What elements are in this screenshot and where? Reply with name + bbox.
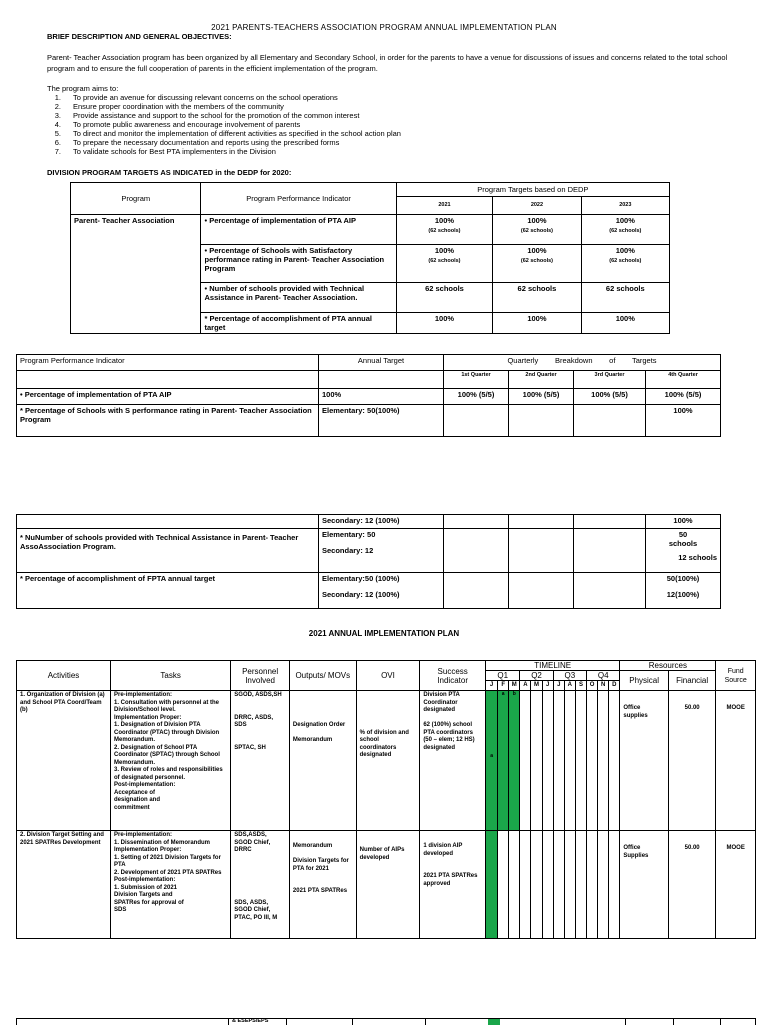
timeline-cell (609, 691, 620, 831)
timeline-cell (542, 691, 553, 831)
quarter-cell (574, 573, 646, 609)
quarter-cell (509, 405, 574, 437)
quarter-cell (509, 573, 574, 609)
quarter-cell: 100% (5/5) (574, 389, 646, 405)
quarter-cell (574, 405, 646, 437)
timeline-cell (498, 831, 509, 939)
col-indicator: Program Performance Indicator (201, 183, 396, 215)
aim-text: To direct and monitor the implementation of different activities as specified in the school action plan (73, 129, 401, 138)
col-financial: Financial (668, 671, 716, 691)
ovi-cell: % of division and school coordinators designated (356, 691, 420, 831)
timeline-cell (609, 831, 620, 939)
ovi-cell: Number of AIPs developed (356, 831, 420, 939)
aims-intro: The program aims to: (47, 84, 119, 93)
q3-header: Q3 (553, 671, 586, 681)
divider (16, 1019, 17, 1025)
divider (720, 1019, 721, 1025)
indicator-cell: * Percentage of Schools with S performance rating in Parent- Teacher Association Program (17, 405, 319, 437)
indicator-cell: * Percentage of accomplishment of FPTA annual target (17, 573, 319, 609)
aim-number: 4. (54, 120, 61, 129)
blank-cell (17, 371, 319, 389)
col-tasks: Tasks (111, 661, 231, 691)
target-cell (493, 215, 581, 245)
page-title: 2021 PARENTS-TEACHERS ASSOCIATION PROGRAM ANNUAL IMPLEMENTATION PLAN (211, 23, 557, 32)
timeline-cell (553, 691, 564, 831)
tasks-cell: Pre-implementation: 1. Consultation with personnel at the Division/School level. Implementation Proper: 1. Designation of Division PTA Coordinator (PTAC) through Division Memorandum. 2. Designation of School PTA Coordinator (SPTAC) through School Memorandum. 3. Review of roles and responsibilities of designated personnel. Post-implementation: Acceptance of designation and commitment (111, 691, 231, 831)
month-header: F (498, 681, 509, 691)
divider (755, 1019, 756, 1025)
aim-item (25, 111, 401, 120)
annual-value: Secondary: 12 (100%) (322, 590, 400, 599)
target-value: 100% (493, 313, 581, 334)
quarter-cell: 100% (5/5) (646, 389, 721, 405)
indicator-cell: • Percentage of implementation of PTA AIP (17, 389, 319, 405)
plan-heading: 2021 ANNUAL IMPLEMENTATION PLAN (308, 629, 460, 638)
col-ovi: OVI (356, 661, 420, 691)
timeline-cell (531, 831, 542, 939)
q1-header: 1st Quarter (444, 371, 509, 389)
target-cell (396, 245, 493, 283)
q4-value: 50(100%) (666, 574, 700, 583)
col-success: Success Indicator (420, 661, 486, 691)
q2-header: 2nd Quarter (509, 371, 574, 389)
annual-cell (319, 529, 444, 573)
target-sub: (62 schools) (609, 228, 642, 234)
aims-list (25, 93, 401, 156)
q4-value: 12 schools (678, 553, 717, 562)
timeline-cell-jan (486, 831, 498, 939)
aim-item (25, 138, 401, 147)
indicator-cell: • Number of schools provided with Technical Assistance in Parent- Teacher Association. (201, 283, 396, 313)
quarter-cell (509, 529, 574, 573)
divider (673, 1019, 674, 1025)
timeline-cell-mar (509, 691, 520, 831)
month-header: N (598, 681, 609, 691)
financial-cell: 50.00 (668, 831, 716, 939)
target-cell (581, 245, 669, 283)
aim-number: 3. (54, 111, 61, 120)
q1-header: Q1 (486, 671, 520, 681)
annual-value: Secondary: 12 (322, 546, 374, 555)
fund-cell: MOOE (716, 831, 756, 939)
activity-cell: 1. Organization of Division (a) and School PTA Coord/Team (b) (17, 691, 111, 831)
target-sub: (62 schools) (520, 258, 553, 264)
timeline-cell (575, 691, 586, 831)
year-2022: 2022 (493, 197, 581, 215)
year-2021: 2021 (396, 197, 493, 215)
timeline-cell-feb (498, 691, 509, 831)
timeline-cell (520, 691, 531, 831)
annual-cell: 100% (319, 389, 444, 405)
target-sub: (62 schools) (428, 258, 461, 264)
col-outputs: Outputs/ MOVs (289, 661, 356, 691)
aim-item (25, 120, 401, 129)
divider (425, 1019, 426, 1025)
outputs-cell: Memorandum Division Targets for PTA for 2021 2021 PTA SPATRes (289, 831, 356, 939)
timeline-cell (564, 691, 575, 831)
target-value: 100% (527, 246, 547, 255)
indicator-cell: * NuNumber of schools provided with Technical Assistance in Parent- Teacher AssoAssociation Program. (17, 529, 319, 573)
month-header: J (542, 681, 553, 691)
year-2023: 2023 (581, 197, 669, 215)
col-personnel: Personnel Involved (231, 661, 290, 691)
timeline-mark: a (490, 753, 493, 759)
month-header: J (553, 681, 564, 691)
month-header: O (587, 681, 598, 691)
month-header: J (486, 681, 498, 691)
aim-text: To promote public awareness and encourage involvement of parents (73, 120, 301, 129)
target-sub: (62 schools) (609, 258, 642, 264)
aim-text: To validate schools for Best PTA implementers in the Division (73, 147, 276, 156)
month-header: M (531, 681, 542, 691)
target-value: 100% (434, 246, 455, 255)
tasks-cell: Pre-implementation: 1. Dissemination of Memorandum Implementation Proper: 1. Setting of 2021 Division Targets for PTA 2. Development of 2021 PTA SPATRes Post-implementation: 1. Submission of 2021 Division Targets and SPATRes for approval of SDS (111, 831, 231, 939)
timeline-cell-jan (486, 691, 498, 831)
indicator-cell: * Percentage of accomplishment of PTA annual target (201, 313, 396, 334)
aim-number: 7. (54, 147, 61, 156)
aim-number: 6. (54, 138, 61, 147)
activity-cell: 2. Division Target Setting and 2021 SPATRes Development (17, 831, 111, 939)
success-cell: 1 division AIP developed 2021 PTA SPATRes approved (420, 831, 486, 939)
divider (352, 1019, 353, 1025)
month-header: S (575, 681, 586, 691)
target-value: 100% (615, 246, 635, 255)
timeline-cell (564, 831, 575, 939)
q4-header: Q4 (587, 671, 620, 681)
col-breakdown: Quarterly Breakdown of Targets (444, 355, 721, 371)
implementation-plan-table (16, 660, 756, 939)
target-value: 62 schools (396, 283, 493, 313)
target-value: 62 schools (493, 283, 581, 313)
q4-value: 12(100%) (666, 590, 700, 599)
indicator-cell: • Percentage of Schools with Satisfactory performance rating in Parent- Teacher Association Program (201, 245, 396, 283)
divider (625, 1019, 626, 1025)
col-fund: Fund Source (716, 661, 756, 691)
month-header: A (564, 681, 575, 691)
quarterly-table (16, 354, 721, 437)
quarter-cell (574, 529, 646, 573)
target-value: 62 schools (581, 283, 669, 313)
target-value: 100% (527, 216, 547, 225)
col-annual: Annual Target (319, 355, 444, 371)
target-value: 100% (581, 313, 669, 334)
timeline-mark: a (501, 691, 505, 697)
quarter-cell (444, 529, 509, 573)
physical-cell: Office supplies (620, 691, 669, 831)
quarter-cell (646, 529, 721, 573)
timeline-cell (587, 691, 598, 831)
outputs-cell: Designation Order Memorandum (289, 691, 356, 831)
success-cell: Division PTA Coordinator designated 62 (100%) school PTA coordinators (50 – elem; 12 HS) designated (420, 691, 486, 831)
target-sub: (62 schools) (428, 228, 461, 234)
program-name: Parent- Teacher Association (71, 215, 201, 334)
month-header: A (520, 681, 531, 691)
divider (286, 1019, 287, 1025)
dedp-targets-table (70, 182, 670, 334)
q4-header: 4th Quarter (646, 371, 721, 389)
col-timeline: TIMELINE (486, 661, 620, 671)
q3-header: 3rd Quarter (574, 371, 646, 389)
blank-cell (319, 371, 444, 389)
aim-number: 1. (54, 93, 61, 102)
personnel-cell: SDS,ASDS, SGOD Chief, DRRC SDS, ASDS, SGOD Chief, PTAC, PO III, M (231, 831, 290, 939)
annual-value: Elementary:50 (100%) (322, 574, 400, 583)
col-indicator: Program Performance Indicator (17, 355, 319, 371)
aim-item (25, 147, 401, 156)
timeline-cell (542, 831, 553, 939)
targets-heading: DIVISION PROGRAM TARGETS AS INDICATED in the DEDP for 2020: (47, 168, 292, 177)
divider (228, 1019, 229, 1025)
aim-number: 2. (54, 102, 61, 111)
q4-value: schools (668, 539, 698, 548)
timeline-cell (575, 831, 586, 939)
annual-cell: Elementary: 50(100%) (319, 405, 444, 437)
col-physical: Physical (620, 671, 669, 691)
target-value: 100% (396, 313, 493, 334)
personnel-cell: SGOD, ASDS,SH DRRC, ASDS, SDS SPTAC, SH (231, 691, 290, 831)
indicator-cell (17, 515, 319, 529)
quarter-cell: 100% (5/5) (444, 389, 509, 405)
quarter-cell: 100% (646, 515, 721, 529)
quarterly-table-continued (16, 514, 721, 609)
month-header: D (609, 681, 620, 691)
quarter-cell (444, 405, 509, 437)
target-sub: (62 schools) (520, 228, 553, 234)
annual-cell: Secondary: 12 (100%) (319, 515, 444, 529)
brief-heading: BRIEF DESCRIPTION AND GENERAL OBJECTIVES: (47, 32, 232, 41)
target-cell (581, 215, 669, 245)
aim-number: 5. (54, 129, 61, 138)
fund-cell: MOOE (716, 691, 756, 831)
annual-cell (319, 573, 444, 609)
timeline-cell (509, 831, 520, 939)
timeline-cell (598, 691, 609, 831)
quarter-cell (444, 515, 509, 529)
description: Parent- Teacher Association program has been organized by all Elementary and Secondary School, in order for the parents to have a venue for discussions of issues and concerns related to the total school program and to ensure the full cooperation of parents in the efficient implementation of the program. (47, 53, 728, 73)
personnel-cell: & ESEPS/EPS (232, 1018, 269, 1024)
target-cell (396, 215, 493, 245)
timeline-cell (553, 831, 564, 939)
aim-text: To prepare the necessary documentation and reports using the prescribed forms (73, 138, 340, 147)
aim-text: Provide assistance and support to the school for the promotion of the common interest (73, 111, 360, 120)
timeline-cell (531, 691, 542, 831)
timeline-cell (598, 831, 609, 939)
annual-value: Elementary: 50 (322, 530, 376, 539)
quarter-cell (509, 515, 574, 529)
financial-cell: 50.00 (668, 691, 716, 831)
timeline-cell (520, 831, 531, 939)
indicator-cell: • Percentage of implementation of PTA AIP (201, 215, 396, 245)
timeline-cell (587, 831, 598, 939)
target-value: 100% (434, 216, 455, 225)
month-header: M (509, 681, 520, 691)
plan-row-1 (17, 691, 756, 831)
physical-cell: Office Supplies (620, 831, 669, 939)
aim-item (25, 102, 401, 111)
col-resources: Resources (620, 661, 716, 671)
q2-header: Q2 (520, 671, 553, 681)
target-value: 100% (615, 216, 635, 225)
plan-row-2 (17, 831, 756, 939)
aim-item (25, 129, 401, 138)
quarter-cell (444, 573, 509, 609)
quarter-cell: 100% (5/5) (509, 389, 574, 405)
timeline-cell-jan (488, 1019, 500, 1025)
q4-value: 50 (678, 530, 688, 539)
col-program: Program (71, 183, 201, 215)
quarter-cell: 100% (646, 405, 721, 437)
timeline-mark: b (512, 691, 516, 697)
quarter-cell (646, 573, 721, 609)
aim-text: Ensure proper coordination with the members of the community (73, 102, 284, 111)
quarter-cell (574, 515, 646, 529)
aim-item (25, 93, 401, 102)
aim-text: To provide an avenue for discussing relevant concerns on the school operations (73, 93, 338, 102)
col-activities: Activities (17, 661, 111, 691)
target-cell (493, 245, 581, 283)
col-targets: Program Targets based on DEDP (396, 183, 669, 197)
